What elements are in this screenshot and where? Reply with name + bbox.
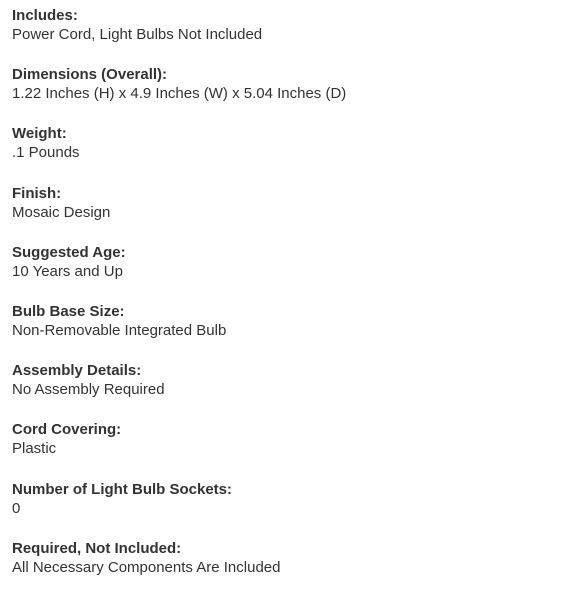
spec-finish (12, 185, 580, 244)
spec-label: Dimensions (Overall): (12, 66, 168, 84)
spec-label: Weight: (12, 125, 67, 143)
spec-value: 0 (12, 499, 21, 517)
spec-includes (12, 7, 580, 66)
spec-label: Suggested Age: (12, 243, 126, 261)
spec-bulb-base-size (12, 303, 580, 362)
spec-light-bulb-sockets (12, 481, 580, 540)
spec-cord-covering (12, 421, 580, 480)
spec-value: .1 Pounds (12, 144, 80, 162)
spec-required-not-included (12, 540, 580, 599)
spec-suggested-age (12, 244, 580, 303)
spec-value: No Assembly Required (12, 381, 165, 399)
spec-value: Mosaic Design (12, 203, 111, 221)
spec-label: Finish: (12, 184, 62, 202)
spec-weight (12, 125, 580, 184)
spec-assembly-details (12, 362, 580, 421)
spec-label: Assembly Details: (12, 362, 142, 380)
spec-label: Cord Covering: (12, 421, 122, 439)
spec-value: 10 Years and Up (12, 262, 123, 280)
spec-label: Required, Not Included: (12, 539, 182, 557)
spec-value: Power Cord, Light Bulbs Not Included (12, 26, 263, 43)
spec-dimensions (12, 66, 580, 125)
spec-value: Non-Removable Integrated Bulb (12, 321, 227, 339)
spec-label: Bulb Base Size: (12, 302, 125, 320)
spec-value: Plastic (12, 440, 57, 458)
spec-label: Number of Light Bulb Sockets: (12, 480, 233, 498)
spec-value: All Necessary Components Are Included (12, 558, 281, 576)
spec-label: Includes: (12, 7, 78, 24)
spec-value: 1.22 Inches (H) x 4.9 Inches (W) x 5.04 Inches (D) (12, 85, 347, 103)
